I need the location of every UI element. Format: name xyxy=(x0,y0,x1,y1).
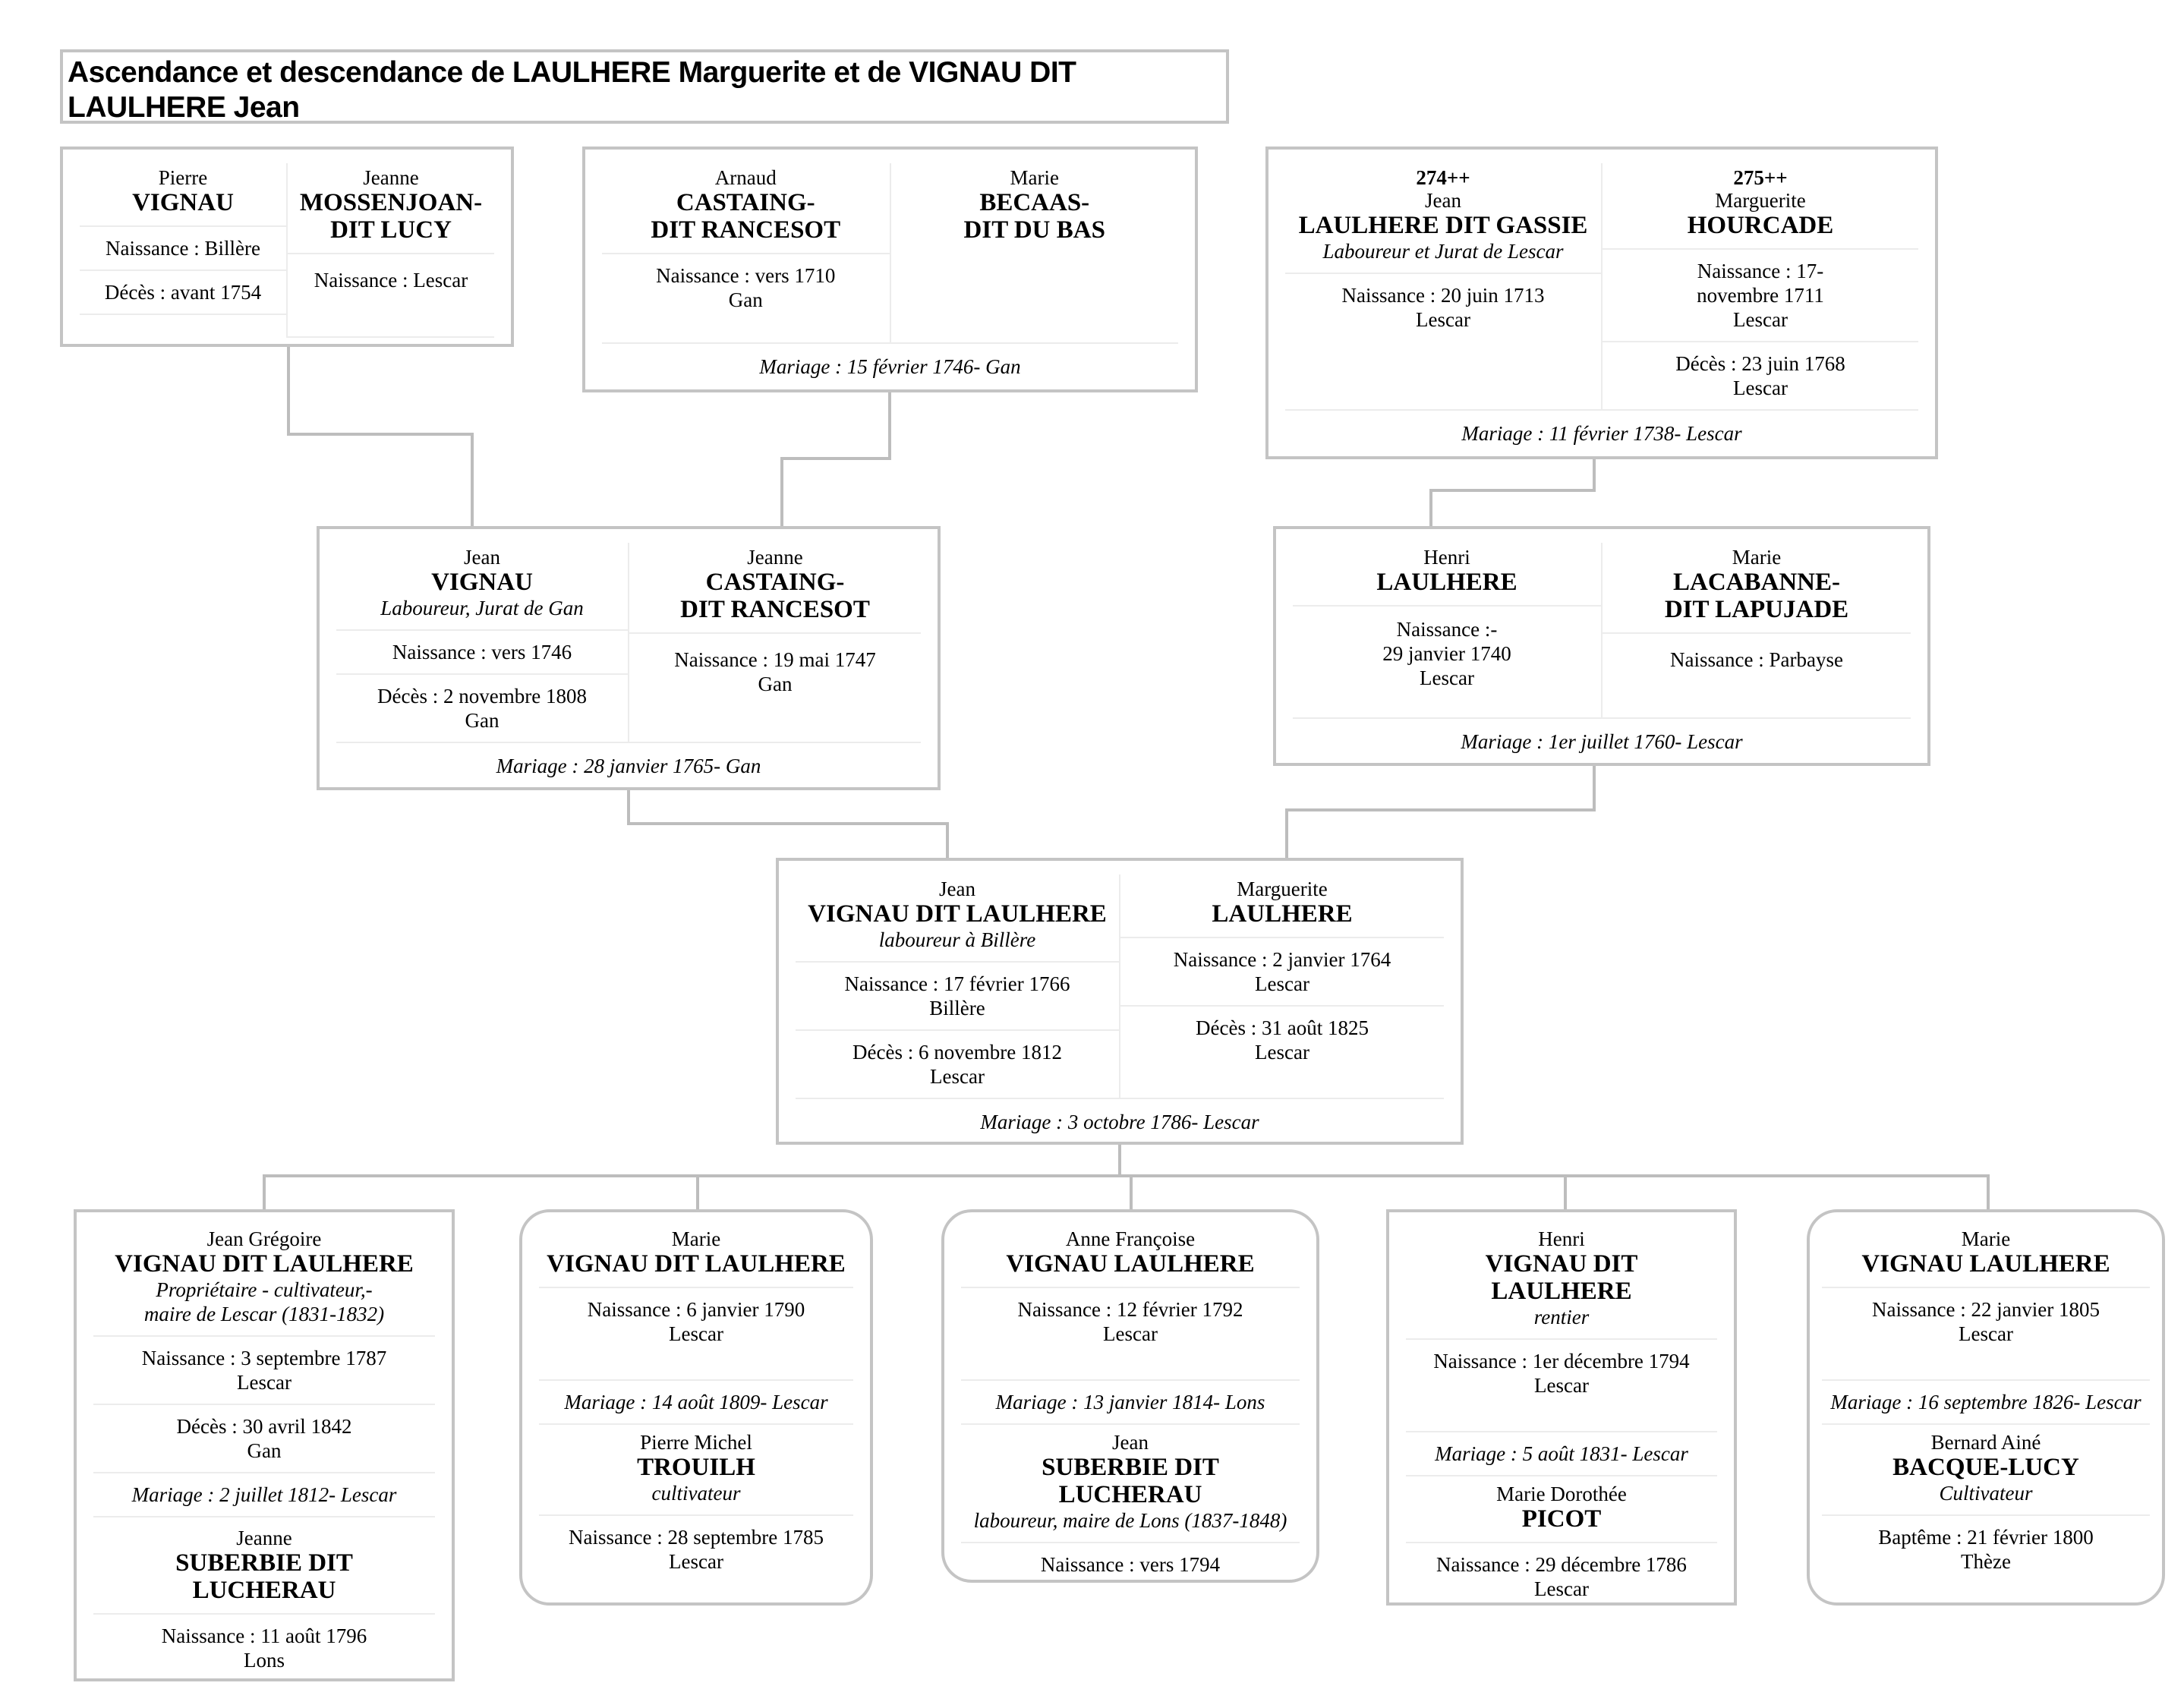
birth-place: Lescar xyxy=(1103,1322,1158,1345)
surname: VIGNAU DIT LAULHERE xyxy=(808,900,1107,928)
birth-event: Naissance : vers 1746 xyxy=(336,631,628,675)
spouse-birth-event: Naissance : vers 1794 xyxy=(1040,1553,1221,1576)
birth-place: Lescar xyxy=(1534,1374,1589,1397)
occupation: Laboureur et Jurat de Lescar xyxy=(1322,240,1564,263)
given-name: Jean xyxy=(1425,189,1461,212)
given-name: Marie xyxy=(1010,166,1059,189)
person-jeanne-castaing[interactable] xyxy=(629,543,921,742)
surname: CASTAING- xyxy=(705,569,845,596)
birth-place: Lescar xyxy=(1959,1322,2013,1345)
birth-date: 29 janvier 1740 xyxy=(1382,642,1511,665)
spouse-surname: BACQUE-LUCY xyxy=(1892,1454,2079,1481)
given-name: Jeanne xyxy=(363,166,419,189)
surname: VIGNAU LAULHERE xyxy=(1861,1250,2110,1278)
marriage-event: Mariage : 15 février 1746- Gan xyxy=(602,342,1178,389)
birth-event: Naissance : 3 septembre 1787 xyxy=(141,1347,387,1369)
connector xyxy=(780,457,783,528)
surname: LACABANNE- xyxy=(1672,569,1840,596)
marriage-event: Mariage : 28 janvier 1765- Gan xyxy=(336,742,921,789)
occupation-line2: maire de Lescar (1831-1832) xyxy=(143,1303,385,1325)
birth-event: Naissance : Lescar xyxy=(288,254,494,338)
surname-line2: DIT LUCY xyxy=(330,216,452,244)
page-title: Ascendance et descendance de LAULHERE Marguerite et de VIGNAU DIT LAULHERE Jean xyxy=(60,49,1229,124)
spouse-given-name: Marie Dorothée xyxy=(1496,1483,1627,1505)
spouse[interactable] xyxy=(1406,1476,1717,1543)
family-box-castaing[interactable] xyxy=(582,147,1198,392)
birth-place: Billère xyxy=(929,997,985,1019)
connector xyxy=(780,457,891,460)
death-event: Décès : 6 novembre 1812 xyxy=(852,1041,1062,1064)
family-box-henri-laulhere[interactable] xyxy=(1273,526,1930,766)
spouse-birth-event: Naissance : 11 août 1796 xyxy=(161,1624,367,1647)
birth-place: Lescar xyxy=(237,1371,292,1394)
connector xyxy=(287,433,472,436)
person-jeanne-mossenjoan[interactable] xyxy=(288,163,494,338)
given-name: Marguerite xyxy=(1715,189,1806,212)
connector xyxy=(1564,1174,1567,1209)
death-place: Gan xyxy=(465,709,500,732)
child-box-jean-gregoire[interactable] xyxy=(74,1209,455,1681)
spouse-occupation: laboureur, maire de Lons (1837-1848) xyxy=(973,1509,1287,1532)
family-box-jean-vignau[interactable] xyxy=(317,526,941,790)
surname: VIGNAU DIT LAULHERE xyxy=(1485,1250,1638,1305)
surname: VIGNAU LAULHERE xyxy=(1006,1250,1255,1278)
given-name: Jean xyxy=(464,546,500,569)
birth-event: Naissance :- xyxy=(1396,618,1498,641)
given-name: Jean xyxy=(939,878,975,900)
spouse[interactable] xyxy=(93,1517,435,1615)
marriage-event: Mariage : 14 août 1809- Lescar xyxy=(539,1381,853,1425)
birth-event: Naissance : 20 juin 1713 xyxy=(1341,284,1545,307)
death-place: Lescar xyxy=(930,1065,985,1088)
surname: CASTAING- xyxy=(676,189,815,216)
birth-event: Naissance : 2 janvier 1764 xyxy=(1173,948,1391,971)
marriage-event: Mariage : 16 septembre 1826- Lescar xyxy=(1822,1381,2150,1425)
occupation: rentier xyxy=(1533,1306,1590,1328)
birth-place: Gan xyxy=(728,288,763,311)
given-name: Marie xyxy=(671,1227,721,1250)
birth-event: Naissance : 17 février 1766 xyxy=(844,972,1070,995)
occupation: Laboureur, Jurat de Gan xyxy=(380,597,584,619)
spouse-baptism-place: Thèze xyxy=(1961,1550,2011,1573)
birth-place: Lescar xyxy=(1416,308,1470,331)
family-box-pierre-vignau[interactable] xyxy=(60,147,514,347)
connector xyxy=(946,822,949,860)
birth-place: Lescar xyxy=(669,1322,723,1345)
marriage-event: Mariage : 13 janvier 1814- Lons xyxy=(961,1381,1300,1425)
spouse-birth-event: Naissance : 28 septembre 1785 xyxy=(569,1526,824,1549)
person-marie-lacabanne[interactable] xyxy=(1603,543,1911,717)
death-event: Décès : 30 avril 1842 xyxy=(176,1415,352,1438)
person-jean-laulhere-gassie[interactable] xyxy=(1285,163,1603,409)
surname-line2: DIT DU BAS xyxy=(963,216,1105,244)
family-box-root[interactable] xyxy=(776,858,1464,1145)
spouse-surname: SUBERBIE DIT LUCHERAU xyxy=(175,1549,353,1604)
occupation: Propriétaire - cultivateur,- xyxy=(156,1278,373,1301)
given-name: Jeanne xyxy=(747,546,803,569)
spouse-birth-event: Naissance : 29 décembre 1786 xyxy=(1436,1553,1687,1576)
birth-place: Gan xyxy=(758,673,793,695)
connector xyxy=(471,433,474,528)
spouse-birth-place: Lescar xyxy=(669,1550,723,1573)
death-place: Lescar xyxy=(1255,1041,1309,1064)
child-box-henri[interactable] xyxy=(1386,1209,1737,1606)
surname: HOURCADE xyxy=(1687,212,1834,239)
person-marie-becaas[interactable] xyxy=(891,163,1179,342)
surname: VIGNAU xyxy=(431,569,533,596)
given-name: Henri xyxy=(1538,1227,1585,1250)
birth-event: Naissance : Parbayse xyxy=(1670,648,1843,671)
surname: MOSSENJOAN- xyxy=(299,189,483,216)
child-box-anne-francoise[interactable] xyxy=(941,1209,1319,1583)
spouse[interactable] xyxy=(961,1425,1300,1543)
family-box-laulhere-gassie[interactable] xyxy=(1265,147,1938,459)
birth-event: Naissance : 17- xyxy=(1697,260,1824,282)
person-pierre-vignau[interactable] xyxy=(80,163,288,338)
birth-place: Lescar xyxy=(1420,666,1474,689)
birth-date: novembre 1711 xyxy=(1697,284,1824,307)
connector xyxy=(627,788,630,824)
surname: LAULHERE xyxy=(1376,569,1517,596)
death-event: Décès : 2 novembre 1808 xyxy=(377,685,587,707)
person-arnaud-castaing[interactable] xyxy=(602,163,891,342)
child-box-marie-1805[interactable] xyxy=(1807,1209,2165,1606)
person-henri-laulhere[interactable] xyxy=(1293,543,1603,717)
given-name: Anne Françoise xyxy=(1065,1227,1196,1250)
spouse-given-name: Jean xyxy=(1112,1431,1149,1454)
spouse-surname: PICOT xyxy=(1521,1505,1602,1533)
spouse-birth-place: Lescar xyxy=(1534,1577,1589,1600)
marriage-event: Mariage : 1er juillet 1760- Lescar xyxy=(1293,717,1911,764)
death-event: Décès : avant 1754 xyxy=(80,271,286,315)
spouse-birth-place: Lons xyxy=(244,1649,285,1672)
given-name: Arnaud xyxy=(714,166,777,189)
birth-event: Naissance : 6 janvier 1790 xyxy=(587,1298,805,1321)
death-event: Décès : 31 août 1825 xyxy=(1196,1016,1369,1039)
birth-event: Naissance : 1er décembre 1794 xyxy=(1433,1350,1690,1372)
connector xyxy=(1118,1142,1121,1177)
marriage-event: Mariage : 11 février 1738- Lescar xyxy=(1285,409,1918,456)
connector xyxy=(263,1174,1990,1177)
death-place: Lescar xyxy=(1733,377,1788,399)
sosa-number: 275++ xyxy=(1733,166,1788,189)
spouse[interactable] xyxy=(539,1425,853,1516)
given-name: Marie xyxy=(1732,546,1782,569)
connector xyxy=(1285,808,1288,860)
surname: VIGNAU DIT LAULHERE xyxy=(115,1250,414,1278)
surname: VIGNAU xyxy=(132,189,234,216)
spouse-baptism-event: Baptême : 21 février 1800 xyxy=(1878,1526,2094,1549)
marriage-event: Mariage : 3 octobre 1786- Lescar xyxy=(796,1098,1444,1145)
given-name: Jean Grégoire xyxy=(206,1227,322,1250)
surname: BECAAS- xyxy=(979,189,1090,216)
spouse-surname: SUBERBIE DIT LUCHERAU xyxy=(1042,1454,1219,1508)
connector xyxy=(1429,489,1432,527)
person-marguerite-hourcade[interactable] xyxy=(1603,163,1918,409)
person-jean-vignau-dit-laulhere[interactable] xyxy=(796,874,1120,1098)
connector xyxy=(1429,489,1596,492)
connector xyxy=(1130,1174,1133,1209)
spouse[interactable] xyxy=(1822,1425,2150,1516)
spouse-given-name: Pierre Michel xyxy=(640,1431,752,1454)
birth-event: Naissance : Billère xyxy=(80,227,286,271)
connector xyxy=(1593,764,1596,811)
surname: VIGNAU DIT LAULHERE xyxy=(547,1250,846,1278)
connector xyxy=(1593,458,1596,491)
surname-line2: DIT RANCESOT xyxy=(651,216,841,244)
death-place: Gan xyxy=(247,1439,282,1462)
birth-place: Lescar xyxy=(1733,308,1788,331)
connector xyxy=(287,345,290,434)
birth-event: Naissance : 12 février 1792 xyxy=(1017,1298,1243,1321)
given-name: Henri xyxy=(1423,546,1470,569)
connector xyxy=(1987,1174,1990,1209)
spouse-given-name: Bernard Ainé xyxy=(1930,1431,2041,1454)
spouse-occupation: cultivateur xyxy=(651,1482,741,1505)
given-name: Pierre xyxy=(158,166,208,189)
connector xyxy=(696,1174,699,1209)
given-name: Marguerite xyxy=(1237,878,1328,900)
connector xyxy=(888,391,891,459)
occupation: laboureur à Billère xyxy=(878,928,1036,951)
person-jean-vignau[interactable] xyxy=(336,543,629,742)
death-event: Décès : 23 juin 1768 xyxy=(1675,352,1845,375)
marriage-event: Mariage : 2 juillet 1812- Lescar xyxy=(93,1473,435,1517)
birth-event: Naissance : 19 mai 1747 xyxy=(674,648,876,671)
surname-line2: DIT LAPUJADE xyxy=(1664,596,1849,623)
birth-place: Lescar xyxy=(1255,972,1309,995)
spouse-given-name: Jeanne xyxy=(236,1527,292,1549)
spouse-occupation: Cultivateur xyxy=(1939,1482,2033,1505)
given-name: Marie xyxy=(1961,1227,2011,1250)
surname: LAULHERE xyxy=(1212,900,1353,928)
birth-event: Naissance : vers 1710 xyxy=(656,264,836,287)
marriage-event: Mariage : 5 août 1831- Lescar xyxy=(1406,1432,1717,1476)
connector xyxy=(627,822,949,825)
connector xyxy=(1285,808,1596,811)
birth-event: Naissance : 22 janvier 1805 xyxy=(1872,1298,2100,1321)
surname: LAULHERE DIT GASSIE xyxy=(1298,212,1588,239)
sosa-number: 274++ xyxy=(1416,166,1470,189)
person-marguerite-laulhere[interactable] xyxy=(1120,874,1444,1098)
connector xyxy=(263,1174,266,1209)
surname-line2: DIT RANCESOT xyxy=(680,596,870,623)
child-box-marie-1790[interactable] xyxy=(519,1209,873,1606)
spouse-surname: TROUILH xyxy=(637,1454,755,1481)
